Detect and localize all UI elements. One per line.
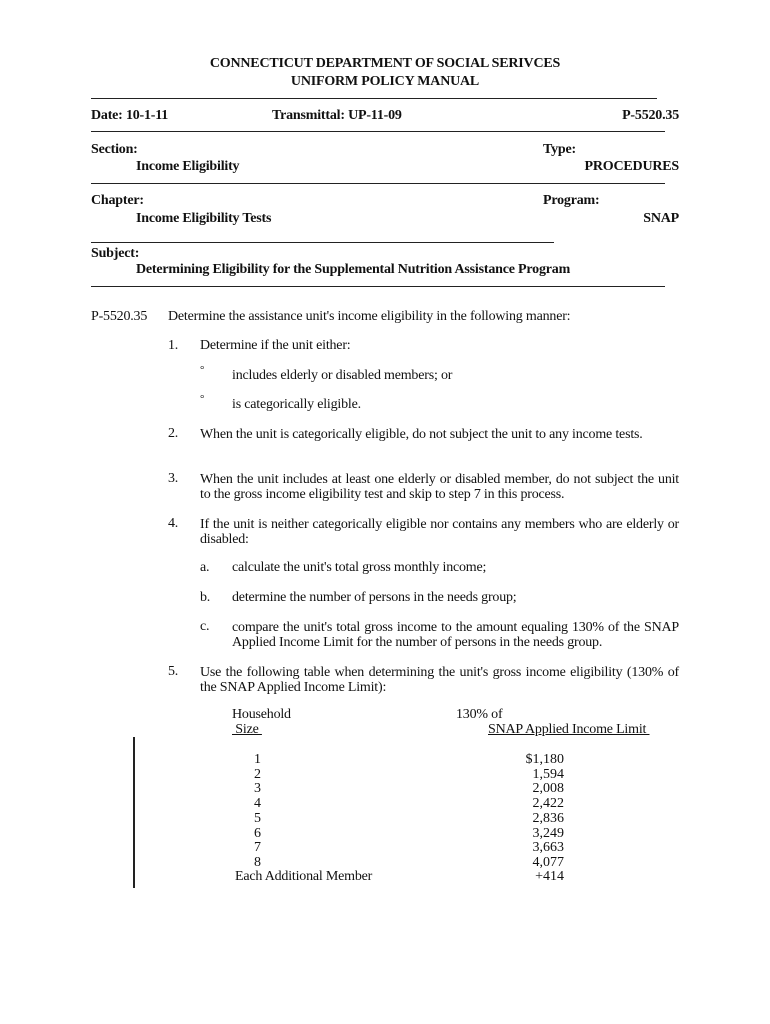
table-additional-value: +414 <box>535 869 564 884</box>
item-text: Use the following table when determining the unit's gross income eligibility (130% of the SNAP Applied Income Limit): <box>200 665 679 695</box>
item-number: 5. <box>168 664 179 679</box>
item-text: When the unit is categorically eligible, do not subject the unit to any income tests. <box>200 427 643 442</box>
program-value: SNAP <box>643 211 679 226</box>
department-title: CONNECTICUT DEPARTMENT OF SOCIAL SERIVCES <box>209 56 561 71</box>
table-cell-limit: 2,422 <box>532 796 564 811</box>
table-cell-limit: 2,008 <box>532 781 564 796</box>
item-text: If the unit is neither categorically eligible nor contains any members who are elderly or disabled: <box>200 517 679 547</box>
subject-label: Subject: <box>91 246 140 261</box>
table-header-limit: SNAP Applied Income Limit <box>488 722 650 737</box>
table-cell-size: 4 <box>254 796 261 811</box>
revision-bar <box>133 737 135 888</box>
type-value: PROCEDURES <box>584 159 679 174</box>
section-label: Section: <box>91 142 138 157</box>
table-additional-label: Each Additional Member <box>235 869 373 884</box>
item-number: 1. <box>168 338 179 353</box>
table-cell-limit: $1,180 <box>525 752 564 767</box>
policy-number: P-5520.35 <box>622 108 679 123</box>
table-header-size: Size <box>232 722 262 737</box>
divider <box>91 98 657 99</box>
bullet-icon: ° <box>200 393 205 405</box>
section-value: Income Eligibility <box>136 159 240 174</box>
item-number: 4. <box>168 516 179 531</box>
subitem-text: calculate the unit's total gross monthly income; <box>232 560 487 575</box>
bullet-text: includes elderly or disabled members; or <box>232 368 453 383</box>
subitem-letter: a. <box>200 560 210 575</box>
table-cell-limit: 3,249 <box>532 826 564 841</box>
intro-text: Determine the assistance unit's income eligibility in the following manner: <box>168 309 571 324</box>
item-text: Determine if the unit either: <box>200 338 351 353</box>
date-field: Date: 10-1-11 <box>91 108 169 123</box>
subitem-text: compare the unit's total gross income to the amount equaling 130% of the SNAP Applied Income Limit for the number of persons in the needs group. <box>232 620 679 650</box>
subject-value: Determining Eligibility for the Supplemental Nutrition Assistance Program <box>136 262 571 277</box>
table-cell-size: 3 <box>254 781 261 796</box>
table-cell-size: 1 <box>254 752 261 767</box>
table-cell-size: 7 <box>254 840 261 855</box>
divider <box>91 183 665 184</box>
subitem-letter: c. <box>200 619 210 634</box>
table-cell-limit: 2,836 <box>532 811 564 826</box>
item-number: 2. <box>168 426 179 441</box>
table-cell-size: 5 <box>254 811 261 826</box>
table-cell-size: 2 <box>254 767 261 782</box>
item-text: When the unit includes at least one elderly or disabled member, do not subject the unit to the gross income eligibility test and skip to step 7 in this process. <box>200 472 679 502</box>
table-cell-size: 6 <box>254 826 261 841</box>
subitem-text: determine the number of persons in the needs group; <box>232 590 517 605</box>
table-header-percent: 130% of <box>456 707 503 722</box>
chapter-label: Chapter: <box>91 193 144 208</box>
table-cell-limit: 4,077 <box>532 855 564 870</box>
paragraph-id: P-5520.35 <box>91 309 148 324</box>
type-label: Type: <box>543 142 576 157</box>
subitem-letter: b. <box>200 590 211 605</box>
manual-title: UNIFORM POLICY MANUAL <box>290 74 480 89</box>
transmittal-field: Transmittal: UP-11-09 <box>272 108 402 123</box>
item-number: 3. <box>168 471 179 486</box>
divider <box>91 286 665 287</box>
table-cell-limit: 3,663 <box>532 840 564 855</box>
bullet-icon: ° <box>200 364 205 376</box>
bullet-text: is categorically eligible. <box>232 397 361 412</box>
divider <box>91 242 554 243</box>
divider <box>91 131 665 132</box>
chapter-value: Income Eligibility Tests <box>136 211 272 226</box>
table-cell-limit: 1,594 <box>532 767 564 782</box>
table-header-household: Household <box>232 707 291 722</box>
program-label: Program: <box>543 193 600 208</box>
table-cell-size: 8 <box>254 855 261 870</box>
